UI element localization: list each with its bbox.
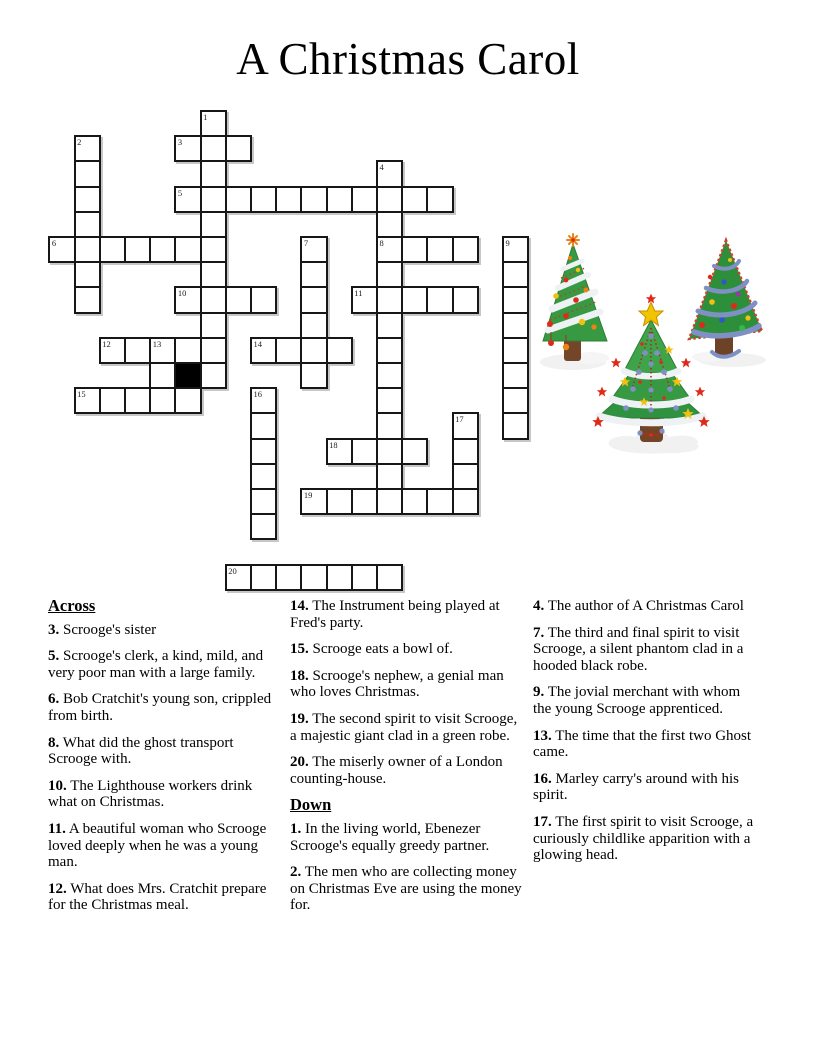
grid-cell <box>250 463 277 490</box>
grid-cell <box>149 236 176 263</box>
clue-number: 17. <box>533 813 552 830</box>
clues-column-3 <box>533 598 761 874</box>
grid-cell <box>250 286 277 313</box>
grid-cell <box>74 160 101 187</box>
grid-cell-7 <box>300 236 327 263</box>
grid-cell <box>502 312 529 339</box>
clue-number: 2. <box>290 864 302 881</box>
grid-cell <box>300 564 327 591</box>
grid-cell <box>250 513 277 540</box>
cell-number: 7 <box>303 238 309 248</box>
grid-cell <box>401 488 428 515</box>
grid-cell <box>426 186 453 213</box>
grid-cell-12 <box>99 337 126 364</box>
clue-20-across <box>290 754 523 787</box>
grid-cell <box>275 564 302 591</box>
clue-18-across <box>290 668 523 701</box>
grid-cell <box>376 186 403 213</box>
grid-cell-19 <box>300 488 327 515</box>
grid-cell <box>401 438 428 465</box>
clue-10-across <box>48 778 274 811</box>
grid-cell <box>351 438 378 465</box>
clue-5-across <box>48 648 274 681</box>
grid-cell <box>200 261 227 288</box>
grid-cell-14 <box>250 337 277 364</box>
cell-number: 10 <box>177 288 187 299</box>
grid-cell <box>502 286 529 313</box>
grid-cell <box>376 286 403 313</box>
grid-cell <box>401 286 428 313</box>
grid-cell <box>326 488 353 515</box>
cell-number: 4 <box>379 162 384 173</box>
grid-cell <box>376 412 403 439</box>
grid-cell <box>326 186 353 213</box>
clue-text: The time that the first two Ghost came. <box>533 727 752 761</box>
grid-cell <box>225 135 252 162</box>
clues-header-across: Across <box>48 596 96 615</box>
grid-cell <box>376 463 403 490</box>
clue-number: 6. <box>48 691 60 708</box>
clue-text: Scrooge's nephew, a genial man who loves Christmas. <box>290 667 504 701</box>
cell-number: 6 <box>51 238 57 248</box>
clue-text: Scrooge's sister <box>59 621 157 638</box>
grid-cell <box>174 337 201 364</box>
christmas-tree-middle-icon <box>592 294 709 454</box>
grid-cell <box>326 337 353 364</box>
grid-cell <box>452 463 479 490</box>
grid-cell <box>200 312 227 339</box>
grid-cell <box>376 387 403 414</box>
grid-cell <box>376 488 403 515</box>
clue-14-across <box>290 598 523 631</box>
grid-cell <box>376 211 403 238</box>
cell-number: 1 <box>203 112 208 122</box>
grid-cell <box>452 438 479 465</box>
clues-column-1 <box>48 598 274 924</box>
clue-text: Scrooge eats a bowl of. <box>308 641 453 658</box>
christmas-tree-right-icon <box>689 240 766 367</box>
grid-cell <box>502 261 529 288</box>
cell-number: 17 <box>455 414 464 425</box>
grid-cell-1 <box>200 110 227 137</box>
grid-cell <box>74 236 101 263</box>
clue-number: 3. <box>48 621 60 638</box>
clue-9-down <box>533 684 761 717</box>
grid-cell <box>99 236 126 263</box>
cell-number: 12 <box>102 338 111 349</box>
clue-text: Marley carry's around with his spirit. <box>533 770 739 804</box>
clue-number: 16. <box>533 770 552 787</box>
grid-cell <box>74 261 101 288</box>
clue-number: 11. <box>48 820 66 837</box>
clue-8-across <box>48 735 274 768</box>
clue-text: In the living world, Ebenezer Scrooge's equally greedy partner. <box>290 820 490 854</box>
cell-number: 3 <box>177 137 183 148</box>
christmas-tree-left-icon <box>540 234 609 370</box>
grid-cell <box>74 211 101 238</box>
clue-7-down <box>533 625 761 675</box>
grid-cell <box>200 362 227 389</box>
grid-cell <box>124 387 151 414</box>
grid-cell <box>452 236 479 263</box>
grid-cell <box>401 186 428 213</box>
grid-cell <box>376 564 403 591</box>
grid-cell-16 <box>250 387 277 414</box>
grid-cell-17 <box>452 412 479 439</box>
clue-text: The Instrument being played at Fred's party. <box>290 598 500 631</box>
grid-cell-11 <box>351 286 378 313</box>
cell-number: 16 <box>253 389 262 400</box>
grid-cell-2 <box>74 135 101 162</box>
grid-cell-4 <box>376 160 403 187</box>
grid-cell <box>225 286 252 313</box>
grid-cell <box>275 186 302 213</box>
clue-text: The third and final spirit to visit Scrooge, a silent phantom clad in a hooded black robe. <box>533 624 744 674</box>
cell-number: 14 <box>253 338 262 349</box>
clues-column-2 <box>290 598 523 924</box>
clues-header-down: Down <box>290 795 332 815</box>
grid-cell <box>502 362 529 389</box>
cell-number: 19 <box>303 490 313 500</box>
clue-text: The author of A Christmas Carol <box>544 598 744 614</box>
cell-number: 20 <box>228 565 237 576</box>
grid-cell <box>300 186 327 213</box>
clue-11-across <box>48 821 274 871</box>
grid-cell <box>401 236 428 263</box>
grid-cell <box>351 186 378 213</box>
clue-2-down <box>290 864 523 914</box>
clue-number: 8. <box>48 734 60 751</box>
clue-number: 19. <box>290 710 309 727</box>
grid-cell <box>74 186 101 213</box>
clue-text: The jovial merchant with whom the young Scrooge apprenticed. <box>533 684 741 717</box>
clue-text: The first spirit to visit Scrooge, a curiously childlike apparition with a glowing head. <box>533 813 754 864</box>
clue-13-down <box>533 728 761 761</box>
grid-cell <box>200 160 227 187</box>
grid-cell <box>300 337 327 364</box>
grid-cell <box>376 438 403 465</box>
grid-cell <box>275 337 302 364</box>
grid-cell <box>200 186 227 213</box>
clue-17-down <box>533 814 761 864</box>
clue-number: 9. <box>533 684 545 701</box>
black-cell <box>174 362 201 389</box>
clue-text: A beautiful woman who Scrooge loved deeply when he was a young man. <box>48 820 267 871</box>
clue-text: Bob Cratchit's young son, crippled from birth. <box>48 691 272 724</box>
grid-cell <box>502 387 529 414</box>
grid-cell <box>200 211 227 238</box>
clue-number: 18. <box>290 667 309 684</box>
cell-number: 5 <box>177 187 183 198</box>
grid-cell <box>200 286 227 313</box>
grid-cell-6 <box>48 236 75 263</box>
clue-text: The miserly owner of a London counting-house. <box>290 754 503 787</box>
clue-15-across <box>290 641 523 658</box>
grid-cell <box>376 337 403 364</box>
grid-cell-10 <box>174 286 201 313</box>
cell-number: 2 <box>77 137 82 148</box>
cell-number: 13 <box>152 338 162 349</box>
clue-19-across <box>290 711 523 744</box>
clue-number: 4. <box>533 598 545 614</box>
clue-3-across <box>48 622 274 639</box>
clue-number: 5. <box>48 648 60 665</box>
clue-number: 20. <box>290 754 309 771</box>
grid-cell <box>99 387 126 414</box>
cell-number: 18 <box>329 439 338 450</box>
cell-number: 11 <box>354 288 363 299</box>
grid-cell <box>74 286 101 313</box>
grid-cell <box>376 312 403 339</box>
grid-cell <box>250 438 277 465</box>
grid-cell <box>149 362 176 389</box>
grid-cell <box>452 286 479 313</box>
grid-cell <box>376 362 403 389</box>
clue-number: 15. <box>290 641 309 658</box>
clue-1-down <box>290 821 523 854</box>
grid-cell <box>124 337 151 364</box>
grid-cell <box>351 564 378 591</box>
grid-cell-5 <box>174 186 201 213</box>
clue-number: 13. <box>533 727 552 744</box>
grid-cell <box>200 135 227 162</box>
clue-number: 7. <box>533 624 545 641</box>
clue-text: Scrooge's clerk, a kind, mild, and very poor man with a large family. <box>48 648 264 681</box>
clue-number: 1. <box>290 820 302 837</box>
grid-cell <box>326 564 353 591</box>
grid-cell <box>174 387 201 414</box>
grid-cell <box>200 236 227 263</box>
christmas-trees-illustration <box>536 232 772 456</box>
cell-number: 8 <box>379 238 384 248</box>
cell-number: 9 <box>505 238 510 248</box>
clue-text: The second spirit to visit Scrooge, a majestic giant clad in a green robe. <box>290 710 518 744</box>
grid-cell <box>300 286 327 313</box>
grid-cell <box>502 412 529 439</box>
grid-cell <box>351 488 378 515</box>
grid-cell <box>250 564 277 591</box>
clue-16-down <box>533 771 761 804</box>
christmas-trees-image <box>536 232 772 456</box>
grid-cell-3 <box>174 135 201 162</box>
grid-cell <box>250 488 277 515</box>
grid-cell <box>250 186 277 213</box>
grid-cell <box>502 337 529 364</box>
grid-cell <box>300 312 327 339</box>
grid-cell <box>426 286 453 313</box>
grid-cell-18 <box>326 438 353 465</box>
grid-cell <box>124 236 151 263</box>
clue-text: What does Mrs. Cratchit prepare for the Christmas meal. <box>48 880 267 914</box>
grid-cell <box>149 387 176 414</box>
grid-cell <box>250 412 277 439</box>
grid-cell-13 <box>149 337 176 364</box>
clue-4-down <box>533 598 761 615</box>
clue-6-across <box>48 691 274 724</box>
grid-cell <box>225 186 252 213</box>
clue-number: 10. <box>48 777 67 794</box>
page-title: A Christmas Carol <box>236 34 580 84</box>
grid-cell <box>200 337 227 364</box>
clue-text: The men who are collecting money on Christmas Eve are using the money for. <box>290 864 522 914</box>
grid-cell <box>174 236 201 263</box>
grid-cell <box>426 236 453 263</box>
cell-number: 15 <box>77 389 86 400</box>
grid-cell <box>300 261 327 288</box>
clue-12-across <box>48 881 274 914</box>
grid-cell <box>452 488 479 515</box>
clue-text: The Lighthouse workers drink what on Christmas. <box>48 777 253 811</box>
grid-cell <box>300 362 327 389</box>
grid-cell-20 <box>225 564 252 591</box>
clue-number: 12. <box>48 880 67 897</box>
grid-cell-9 <box>502 236 529 263</box>
grid-cell <box>426 488 453 515</box>
grid-cell-8 <box>376 236 403 263</box>
grid-cell <box>376 261 403 288</box>
clue-text: What did the ghost transport Scrooge with. <box>48 734 234 768</box>
clue-number: 14. <box>290 598 309 614</box>
grid-cell-15 <box>74 387 101 414</box>
